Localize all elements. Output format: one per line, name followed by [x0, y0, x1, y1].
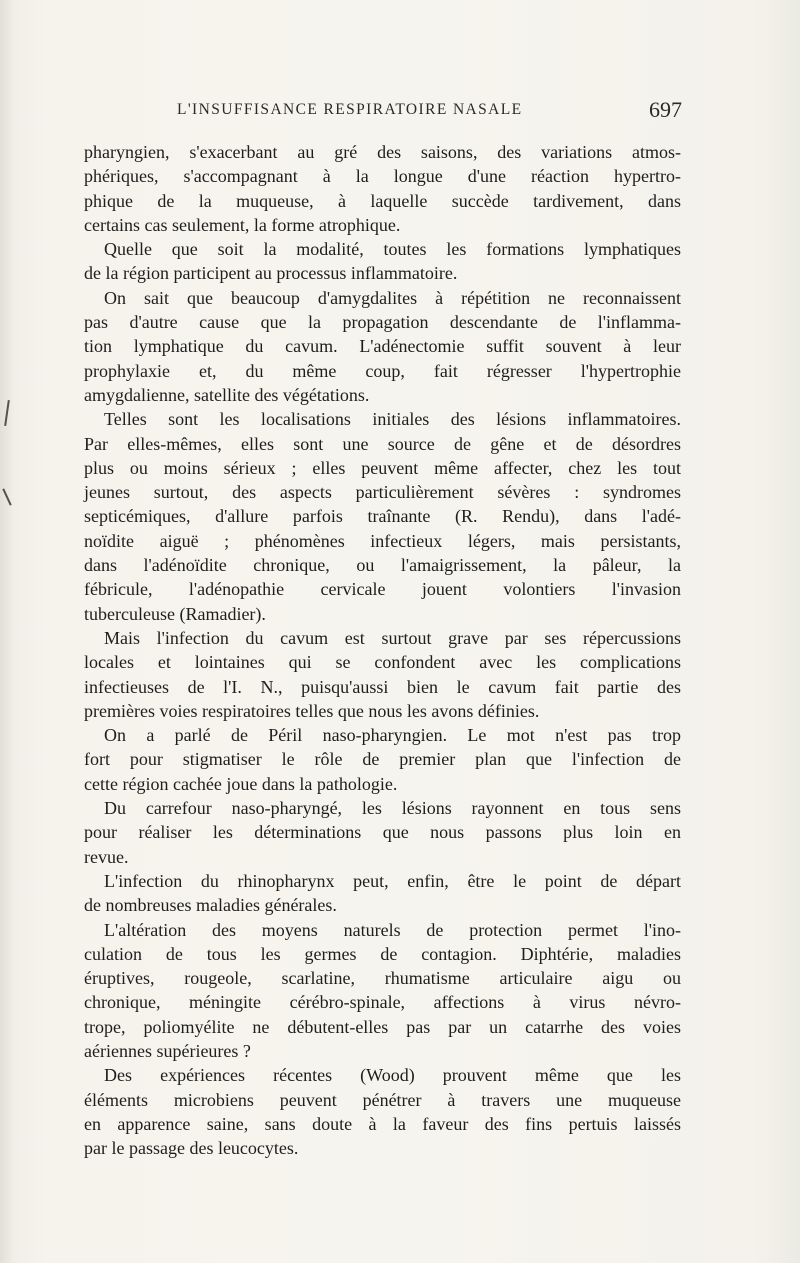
running-title: L'INSUFFISANCE RESPIRATOIRE NASALE [177, 101, 523, 118]
text-line: dans l'adénoïdite chronique, ou l'amaigrissement, la pâleur, la [84, 555, 681, 576]
text-line: cette région cachée joue dans la pathologie. [84, 773, 398, 794]
text-line: en apparence saine, sans doute à la faveur des fins pertuis laissés [84, 1113, 681, 1134]
text-line: jeunes surtout, des aspects particulièrement sévères : syndromes [84, 482, 681, 503]
text-line: L'infection du rhinopharynx peut, enfin, être le point de départ [104, 870, 681, 891]
text-line: fort pour stigmatiser le rôle de premier plan que l'infection de [84, 749, 681, 770]
text-line: trope, poliomyélite ne débutent-elles pas par un catarrhe des voies [84, 1016, 681, 1037]
text-line: Telles sont les localisations initiales des lésions inflammatoires. [104, 409, 681, 430]
text-line: chronique, méningite cérébro-spinale, affections à virus névro- [84, 992, 681, 1013]
text-line: locales et lointaines qui se confondent avec les complications [84, 652, 681, 673]
text-line: pharyngien, s'exacerbant au gré des saisons, des variations atmos- [84, 142, 681, 162]
text-line: de nombreuses maladies générales. [84, 895, 337, 916]
text-line: de la région participent au processus inflammatoire. [84, 263, 458, 284]
text-line: premières voies respiratoires telles que nous les avons définies. [84, 700, 540, 721]
text-line: septicémiques, d'allure parfois traînante (R. Rendu), dans l'adé- [84, 506, 681, 527]
text-line: aériennes supérieures ? [84, 1040, 251, 1061]
text-line: Par elles-mêmes, elles sont une source de gêne et de désordres [84, 433, 681, 454]
text-line: Des expériences récentes (Wood) prouvent même que les [104, 1065, 681, 1086]
text-line: plus ou moins sérieux ; elles peuvent même affecter, chez les tout [84, 457, 681, 478]
text-line: infectieuses de l'I. N., puisqu'aussi bien le cavum fait partie des [84, 676, 681, 697]
text-line: Du carrefour naso-pharyngé, les lésions rayonnent en tous sens [104, 798, 681, 819]
text-line: pour réaliser les déterminations que nous passons plus loin en [84, 822, 681, 843]
text-line: tuberculeuse (Ramadier). [84, 603, 266, 624]
text-line: prophylaxie et, du même coup, fait régresser l'hypertrophie [84, 360, 681, 381]
text-line: On a parlé de Péril naso-pharyngien. Le mot n'est pas trop [104, 725, 681, 746]
body-text [84, 140, 681, 1160]
text-line: phériques, s'accompagnant à la longue d'une réaction hypertro- [84, 166, 681, 187]
text-line: phique de la muqueuse, à laquelle succède tardivement, dans [84, 190, 681, 211]
text-line: On sait que beaucoup d'amygdalites à répétition ne reconnaissent [104, 287, 681, 308]
text-line: Mais l'infection du cavum est surtout grave par ses répercussions [104, 627, 681, 648]
text-line: fébricule, l'adénopathie cervicale jouent volontiers l'invasion [84, 579, 681, 600]
running-header [84, 97, 684, 127]
text-line: culation de tous les germes de contagion. Diphtérie, maladies [84, 943, 681, 964]
text-line: noïdite aiguë ; phénomènes infectieux légers, mais persistants, [84, 530, 681, 551]
text-line: par le passage des leucocytes. [84, 1138, 299, 1159]
text-line: L'altération des moyens naturels de protection permet l'ino- [104, 919, 681, 940]
text-line: Quelle que soit la modalité, toutes les formations lymphatiques [104, 239, 681, 260]
text-line: tion lymphatique du cavum. L'adénectomie suffit souvent à leur [84, 336, 681, 357]
text-line: certains cas seulement, la forme atrophique. [84, 214, 401, 235]
text-line: éruptives, rougeole, scarlatine, rhumatisme articulaire aigu ou [84, 968, 681, 989]
text-line: éléments microbiens peuvent pénétrer à travers une muqueuse [84, 1089, 681, 1110]
text-line: pas d'autre cause que la propagation descendante de l'inflamma- [84, 312, 681, 333]
text-line: amygdalienne, satellite des végétations. [84, 384, 370, 405]
text-line: revue. [84, 846, 129, 867]
page-gutter-shadow [0, 0, 14, 1263]
page-number: 697 [649, 97, 682, 122]
